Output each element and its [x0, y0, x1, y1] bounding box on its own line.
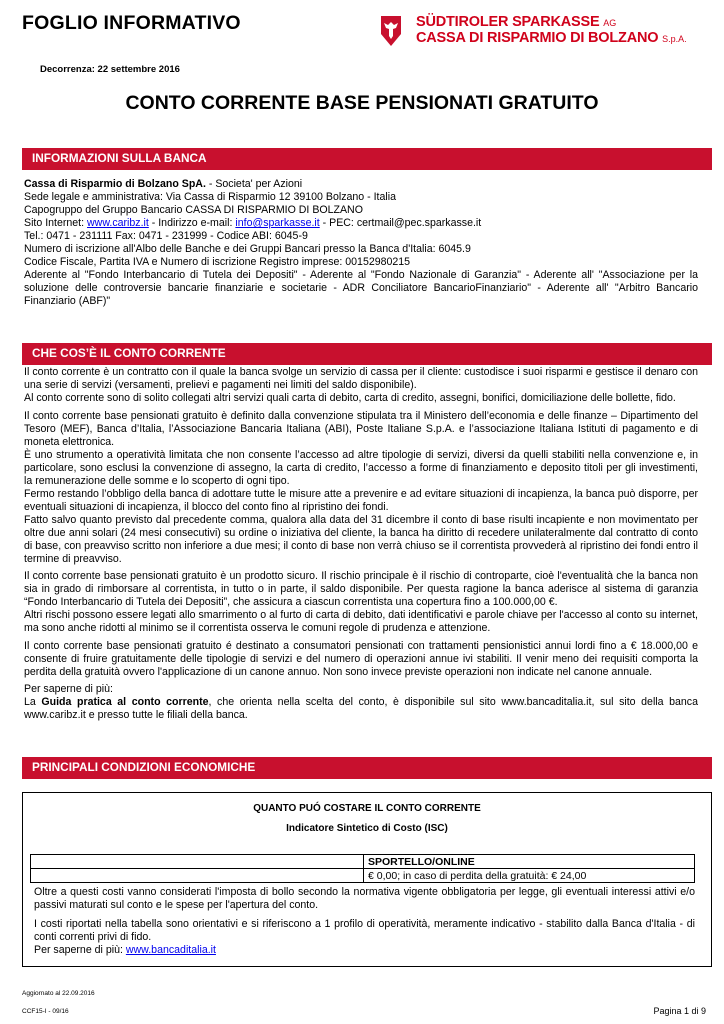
bank-address: Sede legale e amministrativa: Via Cassa di Risparmio 12 39100 Bolzano - Italia	[24, 191, 396, 203]
section-heading-conditions: PRINCIPALI CONDIZIONI ECONOMICHE	[22, 757, 712, 779]
bank-info	[22, 178, 698, 308]
eagle-logo-icon	[381, 16, 401, 46]
isc-box	[22, 792, 712, 967]
bank-tax-code: Codice Fiscale, Partita IVA e Numero di iscrizione Registro imprese: 00152980215	[24, 256, 411, 268]
paragraph: Il conto corrente base pensionati gratuito é destinato a consumatori pensionati con trattamenti pensionistici annui lordi fino a € 18.000,00 e consente di fruire gratuitamente delle tipologie di servizi e del numero di operazioni annue ivi stabiliti. Il venir meno dei requisiti comporta la perdita della gratuità ovvero l'applicazione di un canone annuo. Non sono invece previste operazioni non indicate nel canone annuale.	[24, 639, 698, 678]
paragraph-text-1: Il conto corrente è un contratto con il quale la banca svolge un servizio di cassa per il cliente: custodisce i suoi risparmi e gestisce il denaro con una serie di servizi (versamenti, prelievi e pagamenti nei limiti del saldo disponibile).	[24, 366, 698, 391]
site-label: Sito Internet:	[24, 217, 88, 229]
paragraph-text-2: Al conto corrente sono di solito collegati altri servizi quali carta di debito, carta di credito, assegni, bonifici, domiciliazione delle bollette, fido.	[24, 392, 676, 404]
bank-phone: Tel.: 0471 - 231111 Fax: 0471 - 231999 - Codice ABI: 6045-9	[24, 230, 308, 242]
bank-brand	[416, 15, 687, 47]
page-header	[22, 12, 712, 52]
bank-group: Capogruppo del Gruppo Bancario CASSA DI RISPARMIO DI BOLZANO	[24, 204, 363, 216]
effective-date: Decorrenza: 22 settembre 2016	[40, 64, 180, 75]
footer-code: CCF15-I - 09/16	[22, 1008, 69, 1015]
brand-suffix-it: S.p.A.	[662, 34, 687, 44]
bank-contacts	[24, 217, 698, 230]
section-what-body	[24, 366, 698, 727]
isc-note-1: Oltre a questi costi vanno considerati l'imposta di bollo secondo la normativa vigente obbligatoria per legge, gli eventuali interessi attivi e/o passivi maturati sul conto e le spese per l'apertura del conto.	[34, 886, 695, 911]
paragraph	[24, 366, 698, 405]
isc-note-2-text: I costi riportati nella tabella sono orientativi e si riferiscono a 1 profilo di operatività, meramente indicativo - stabilito dalla Banca d'Italia - di conti correnti privi di fido.	[34, 918, 695, 943]
table-row	[31, 869, 695, 883]
more-info-prefix: La	[24, 696, 42, 708]
isc-notes	[34, 886, 695, 963]
table-header-cell: SPORTELLO/ONLINE	[364, 855, 695, 869]
paragraph-text-3: Il conto corrente base pensionati gratuito è definito dalla convenzione stipulata tra il Ministero dell’economia e delle finanze – Dipartimento del Tesoro (MEF), Banca d’Italia, l’Associazione Bancaria Italiana (ABI), Poste Italiane S.p.A. e l’associazione Italiana Istituti di pagamento e di moneta elettronica.	[24, 409, 698, 448]
brand-suffix-de: AG	[603, 18, 617, 28]
paragraph-text-6: Fatto salvo quanto previsto dal precedente comma, qualora alla data del 31 dicembre il conto di base risulti incapiente e non movimentato per oltre due anni solari (24 mesi consecutivi) su ordine o iniziativa del cliente, la banca ha diritto di recedere unilateralmente dal contratto di conto di base, con preavviso scritto non inferiore a due mesi; il conto di base non verrà chiuso se il correntista provvederà al ripristino dei fondi entro il termine di preavviso.	[24, 513, 698, 565]
isc-box-subtitle: Indicatore Sintetico di Costo (ISC)	[286, 823, 448, 834]
table-cell-empty	[31, 869, 364, 883]
more-info	[24, 683, 698, 722]
isc-more-label: Per saperne di più:	[34, 944, 126, 956]
section-heading-what: CHE COS’È IL CONTO CORRENTE	[22, 343, 712, 365]
paragraph-text-5: Fermo restando l’obbligo della banca di adottare tutte le misure atte a prevenire e ad evitare situazioni di incapienza, la banca può disporre, per eventuali situazioni di incapienza, il blocco del conto fino al ripristino dei fondi.	[24, 487, 698, 513]
isc-note-2	[34, 918, 695, 957]
bank-company-type: - Societa' per Azioni	[205, 178, 303, 190]
table-row	[31, 855, 695, 869]
brand-name-de: SÜDTIROLER SPARKASSE	[416, 14, 600, 30]
bank-memberships: Aderente al "Fondo Interbancario di Tutela dei Depositi" - Aderente al "Fondo Nazionale di Garanzia" - Aderente all' "Associazione per la soluzione delle controversie bancarie finanziarie e societarie - ADR Conciliatore BancarioFinanziario" - Aderente all' "Arbitro Bancario Finanziario (ABF)"	[24, 269, 698, 307]
document-type: FOGLIO INFORMATIVO	[22, 12, 241, 34]
brand-name-it: CASSA DI RISPARMIO DI BOLZANO	[416, 30, 659, 46]
page-title: CONTO CORRENTE BASE PENSIONATI GRATUITO	[125, 92, 599, 114]
bank-pec: - PEC: certmail@pec.sparkasse.it	[319, 217, 482, 229]
footer-updated: Aggiornato al 22.09.2016	[22, 990, 95, 997]
paragraph-text-7: Il conto corrente base pensionati gratuito è un prodotto sicuro. Il rischio principale è il rischio di controparte, cioè l'eventualità che la banca non sia in grado di rimborsare al correntista, in tutto o in parte, il saldo disponibile. Per questa ragione la banca aderisce al sistema di garanzia “Fondo Interbancario di Tutela dei Depositi”, che assicura a ciascun correntista una copertura fino a 100.000,00 €.	[24, 570, 698, 608]
page-number: Pagina 1 di 9	[653, 1006, 706, 1016]
bank-email-link[interactable]: info@sparkasse.it	[235, 217, 320, 229]
section-heading-bank: INFORMAZIONI SULLA BANCA	[22, 148, 712, 170]
paragraph	[24, 410, 698, 566]
paragraph	[24, 570, 698, 635]
bank-registration: Numero di iscrizione all'Albo delle Banche e dei Gruppi Bancari presso la Banca d'Italia: 6045.9	[24, 243, 471, 255]
table-cell-empty	[31, 855, 364, 869]
paragraph-text-4: È uno strumento a operatività limitata che non consente l’accesso ad altre tipologie di servizi, diversi da quelli stabiliti nella convenzione e, in particolare, sono esclusi la convenzione di assegno, la carta di credito, l’accesso a forme di finanziamento e deposito titoli per gli investimenti, la remunerazione delle somme e lo scoperto di ogni tipo.	[24, 448, 698, 487]
email-label: - Indirizzo e-mail:	[148, 217, 236, 229]
bancaditalia-link[interactable]: www.bancaditalia.it	[125, 944, 216, 956]
bank-website-link[interactable]: www.caribz.it	[87, 217, 149, 229]
more-info-label: Per saperne di più:	[24, 683, 113, 695]
paragraph-text-8: Altri rischi possono essere legati allo smarrimento o al furto di carta di debito, dati identificativi e parole chiave per l'accesso al conto su internet, ma sono anche ridotti al minimo se il correntista osserva le comuni regole di prudenza e attenzione.	[24, 609, 698, 634]
isc-box-title: QUANTO PUÓ COSTARE IL CONTO CORRENTE	[253, 803, 481, 814]
isc-table	[30, 854, 695, 883]
guide-title: Guida pratica al conto corrente	[41, 696, 209, 708]
table-value-cell: € 0,00; in caso di perdita della gratuità: € 24,00	[364, 869, 695, 883]
bank-name: Cassa di Risparmio di Bolzano SpA.	[24, 178, 206, 190]
more-info-rest: , che orienta nella scelta del conto, è disponibile sul sito www.bancaditalia.it, sul sito della banca www.caribz.it e presso tutte le filiali della banca.	[24, 696, 698, 721]
